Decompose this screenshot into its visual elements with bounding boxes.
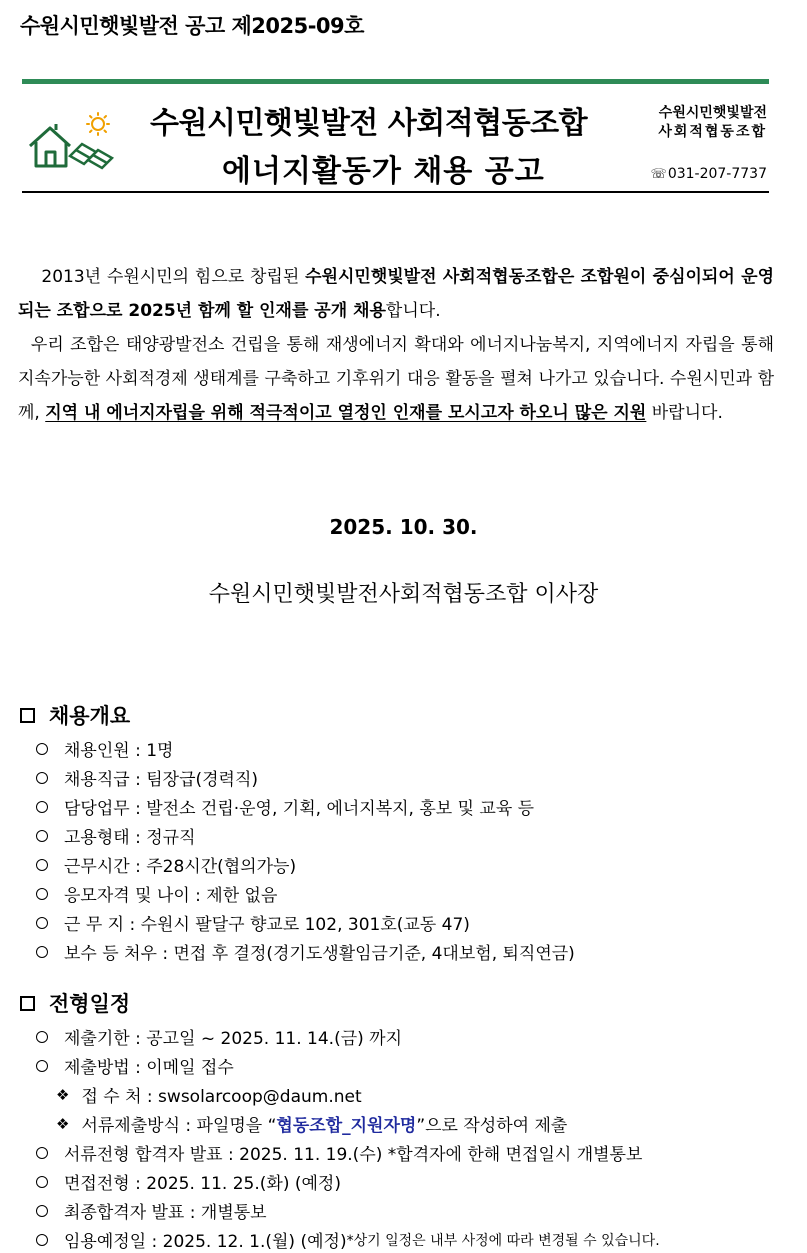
- schedule-note: *상기 일정은 내부 사정에 따라 변경될 수 있습니다.: [346, 1232, 660, 1249]
- overview-item: 고용형태 : 정규직: [36, 823, 196, 848]
- section-heading-overview: 채용개요: [20, 700, 130, 730]
- circle-bullet-icon: [36, 946, 48, 958]
- intro-highlight-2: 지역 내 에너지자립을 위해 적극적이고 열정인 인재를 모시고자 하오니 많은 지원: [45, 403, 647, 423]
- circle-bullet-icon: [36, 917, 48, 929]
- schedule-item-deadline: 제출기한 : 공고일 ~ 2025. 11. 14.(금) 까지: [36, 1024, 402, 1049]
- overview-item: 보수 등 처우 : 면접 후 결정(경기도생활임금기준, 4대보험, 퇴직연금): [36, 939, 575, 964]
- overview-item: 응모자격 및 나이 : 제한 없음: [36, 881, 277, 906]
- circle-bullet-icon: [36, 743, 48, 755]
- circle-bullet-icon: [36, 1234, 48, 1246]
- circle-bullet-icon: [36, 1147, 48, 1159]
- circle-bullet-icon: [36, 1031, 48, 1043]
- circle-bullet-icon: [36, 772, 48, 784]
- diamond-bullet-icon: ❖: [56, 1085, 70, 1104]
- house-solar-logo-icon: [26, 112, 116, 170]
- notice-number: 수원시민햇빛발전 공고 제2025-09호: [20, 14, 364, 38]
- overview-item: 채용직급 : 팀장급(경력직): [36, 765, 258, 790]
- overview-item: 근 무 지 : 수원시 팔달구 향교로 102, 301호(교동 47): [36, 910, 470, 935]
- intro-paragraph-1: 2013년 수원시민의 힘으로 창립된 수원시민햇빛발전 사회적협동조합은 조합원이 중심이되어 운영되는 조합으로 2025년 함께 할 인재를 공개 채용합니다.: [18, 267, 774, 321]
- overview-item: 담당업무 : 발전소 건립·운영, 기획, 에너지복지, 홍보 및 교육 등: [36, 794, 534, 819]
- diamond-bullet-icon: ❖: [56, 1114, 70, 1133]
- org-name-line-1: 수원시민햇빛발전: [658, 105, 767, 121]
- square-bullet-icon: [20, 708, 35, 723]
- schedule-item-interview: 면접전형 : 2025. 11. 25.(화) (예정): [36, 1169, 341, 1194]
- phone-number: [651, 166, 767, 182]
- circle-bullet-icon: [36, 859, 48, 871]
- circle-bullet-icon: [36, 1176, 48, 1188]
- overview-item: 근무시간 : 주28시간(협의가능): [36, 852, 296, 877]
- title-line-1: 수원시민햇빛발전 사회적협동조합: [150, 106, 588, 141]
- circle-bullet-icon: [36, 1060, 48, 1072]
- phone-text: 031-207-7737: [667, 166, 767, 182]
- square-bullet-icon: [20, 996, 35, 1011]
- schedule-subitem-email: ❖ 접 수 처 : swsolarcoop@daum.net: [56, 1085, 362, 1107]
- announcement-date: 2025. 10. 30.: [329, 515, 478, 539]
- schedule-item-final: 최종합격자 발표 : 개별통보: [36, 1198, 267, 1223]
- circle-bullet-icon: [36, 1205, 48, 1217]
- section-heading-schedule: 전형일정: [20, 988, 130, 1018]
- schedule-subitem-format: ❖ 서류제출방식 : 파일명을 “ 협동조합_지원자명 ”으로 작성하여 제출: [56, 1111, 567, 1136]
- overview-item: 채용인원 : 1명: [36, 736, 173, 761]
- org-name-line-2: 사회적협동조합: [658, 124, 767, 140]
- phone-icon: ☏: [650, 167, 667, 182]
- circle-bullet-icon: [36, 801, 48, 813]
- circle-bullet-icon: [36, 888, 48, 900]
- chairman-signature: 수원시민햇빛발전사회적협동조합 이사장: [208, 582, 599, 607]
- title-line-2: 에너지활동가 채용 공고: [222, 154, 545, 189]
- schedule-item-appointment: 임용예정일 : 2025. 12. 1.(월) (예정) *상기 일정은 내부 사정에 따라 변경될 수 있습니다.: [36, 1227, 660, 1252]
- schedule-item-doc-result: 서류전형 합격자 발표 : 2025. 11. 19.(수) *합격자에 한해 면접일시 개별통보: [36, 1140, 642, 1165]
- schedule-item-method: 제출방법 : 이메일 접수: [36, 1053, 234, 1078]
- intro-highlight-1: 수원시민햇빛발전 사회적협동조합은 조합원이 중심이되어 운영되는 조합으로 2025년 함께 할 인재를 공개 채용: [18, 267, 774, 321]
- circle-bullet-icon: [36, 830, 48, 842]
- intro-paragraph-2: 우리 조합은 태양광발전소 건립을 통해 재생에너지 확대와 에너지나눔복지, 지역에너지 자립을 통해 지속가능한 사회적경제 생태계를 구축하고 기후위기 대응 활동을 펼쳐 나가고 있습니다. 수원시민과 함께, 지역 내 에너지자립을 위해 적극적이고 열정인 인재를 모시고자 하오니 많은 지원 바랍니다.: [18, 335, 774, 423]
- filename-format: 협동조합_지원자명: [276, 1116, 417, 1136]
- intro-text: [18, 260, 774, 430]
- title-banner: [22, 79, 769, 193]
